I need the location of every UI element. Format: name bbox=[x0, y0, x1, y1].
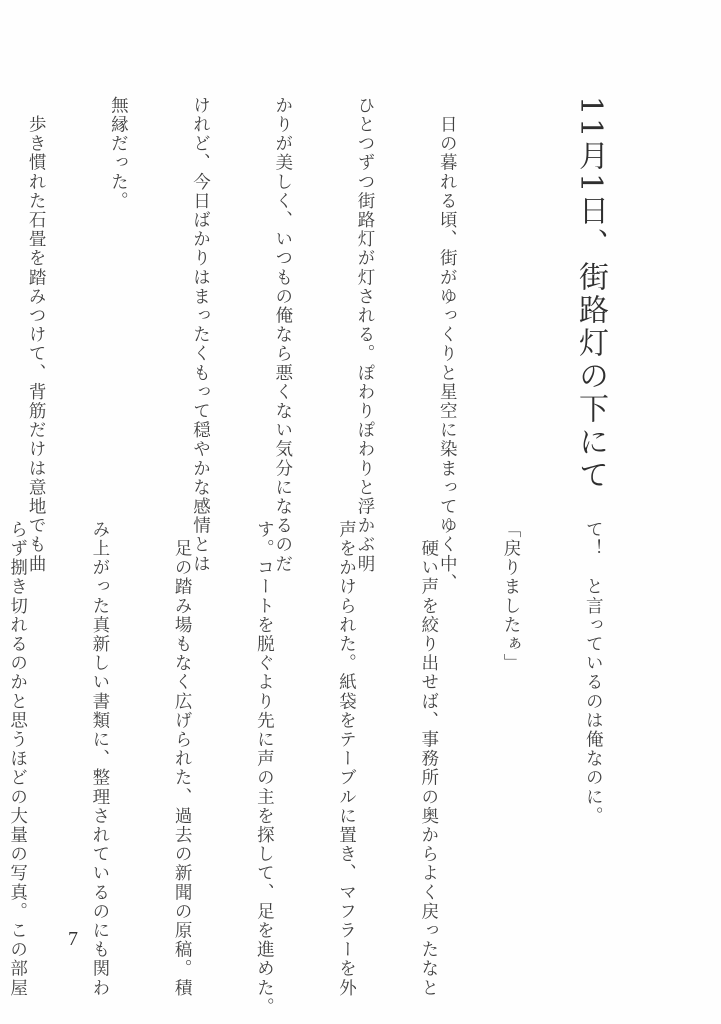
text-line: かりが美しく、いつもの俺なら悪くない気分になるのだ bbox=[272, 96, 293, 574]
chapter-title: 11月1日、街路灯の下にて bbox=[573, 96, 608, 493]
text-line: けれど、今日ばかりはまったくもって穏やかな感情とは bbox=[190, 96, 211, 574]
body-text-lower bbox=[7, 520, 661, 1017]
text-line: 足の踏み場もなく広げられた、過去の新聞の原稿。積 bbox=[172, 520, 193, 998]
text-line: み上がった真新しい書類に、整理されているのにも関わ bbox=[89, 520, 110, 998]
text-line: 日の暮れる頃、街がゆっくりと星空に染まってゆく中、 bbox=[437, 96, 458, 593]
text-line: 歩き慣れた石畳を踏みつけて、背筋だけは意地でも曲 bbox=[26, 96, 47, 574]
text-line: ひとつずつ街路灯が灯される。ぽわりぽわりと浮かぶ明 bbox=[354, 96, 375, 574]
text-line: て！ と言っているのは俺なのに。 bbox=[583, 520, 604, 826]
body-text-upper bbox=[26, 96, 515, 593]
text-line: 「戻りましたぁ」 bbox=[500, 520, 521, 673]
text-line: らず捌き切れるのかと思うほどの大量の写真。この部屋 bbox=[7, 520, 28, 998]
text-line: 無縁だった。 bbox=[108, 96, 129, 211]
text-line: 声をかけられた。紙袋をテーブルに置き、マフラーを外 bbox=[336, 520, 357, 998]
text-line: す。コートを脱ぐより先に声の主を探して、足を進めた。 bbox=[254, 520, 275, 1017]
page-number: 7 bbox=[68, 928, 78, 950]
text-line: 硬い声を絞り出せば、事務所の奥からよく戻ったなと bbox=[418, 520, 439, 998]
